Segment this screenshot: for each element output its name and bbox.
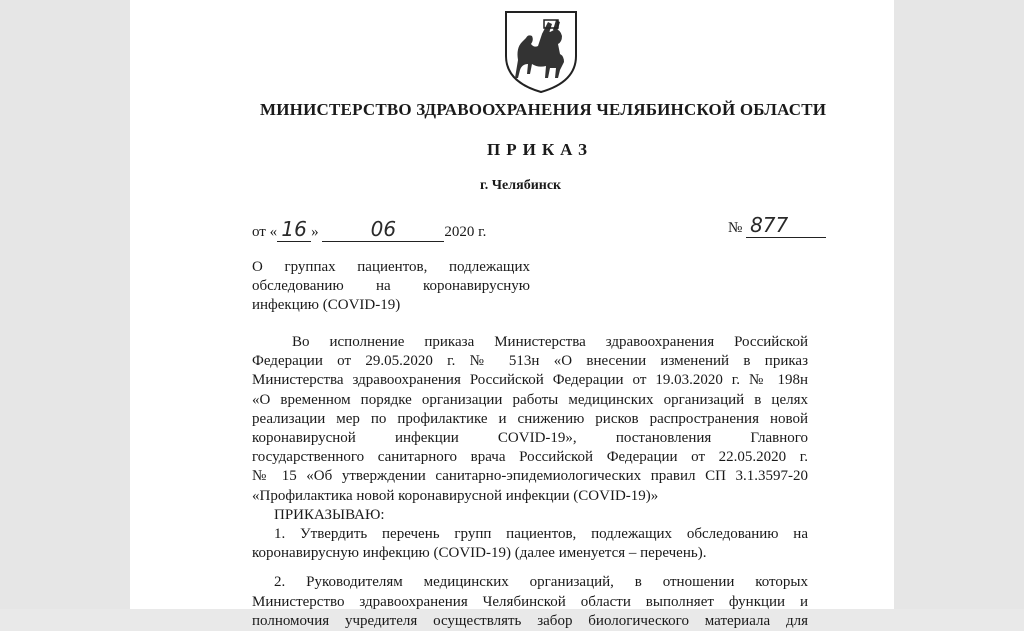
date-year: 2020 г.: [444, 224, 487, 240]
document-page: [130, 0, 894, 629]
date-day-field: [277, 217, 311, 242]
ministry-heading: МИНИСТЕРСТВО ЗДРАВООХРАНЕНИЯ ЧЕЛЯБИНСКОЙ ОБЛАСТИ: [260, 100, 827, 119]
body-line: Во исполнение приказа Министерства здравоохранения Российской: [292, 334, 808, 350]
order-date: [252, 217, 486, 242]
date-day-handwritten: 16: [281, 217, 307, 241]
number-field: [746, 213, 826, 238]
body-line-order-word: ПРИКАЗЫВАЮ:: [274, 506, 385, 523]
city-line: г. Челябинск: [480, 178, 562, 193]
body-line: реализации мер по профилактике и снижению рисков распространения новой: [252, 410, 808, 427]
date-mid: »: [311, 224, 319, 240]
body-line: Федерации от 29.05.2020 г. № 513н «О внесении изменений в приказ: [252, 353, 808, 370]
order-body: [252, 333, 808, 631]
background-right: [894, 0, 1024, 609]
body-line: полномочия учредителя осуществлять забор биологического материала для: [252, 612, 808, 629]
body-line: коронавирусной инфекции COVID-19», постановления Главного: [252, 430, 808, 447]
subject-line: обследованию на коронавирусную: [252, 278, 530, 294]
order-number: [728, 213, 826, 238]
subject-line: инфекцию (COVID-19): [252, 297, 401, 313]
body-line: 2. Руководителям медицинских организаций, в отношении которых: [274, 574, 808, 591]
body-line: государственного санитарного врача Российской Федерации от 22.05.2020 г.: [252, 449, 808, 466]
date-month-field: [322, 217, 444, 242]
date-month-handwritten: 06: [370, 217, 397, 241]
subject-line: О группах пациентов, подлежащих: [252, 259, 530, 275]
background-left: [0, 0, 130, 609]
order-title: ПРИКАЗ: [487, 140, 593, 159]
body-line: «О временном порядке организации работы медицинских организаций в целях: [252, 391, 808, 408]
body-line: коронавирусную инфекцию (COVID-19) (далее именуется – перечень).: [252, 545, 707, 562]
body-line: № 15 «Об утверждении санитарно-эпидемиологических правил СП 3.1.3597-20: [252, 468, 808, 485]
number-handwritten: 877: [750, 213, 789, 237]
order-subject: [252, 258, 530, 315]
body-line: «Профилактика новой коронавирусной инфекции (COVID-19)»: [252, 487, 659, 504]
body-line: Министерство здравоохранения Челябинской области выполняет функции и: [252, 593, 808, 610]
coat-of-arms-emblem: [498, 8, 584, 94]
body-line: Министерства здравоохранения Российской Федерации от 19.03.2020 г. № 198н: [252, 372, 808, 389]
number-prefix: №: [728, 220, 743, 236]
date-prefix: от «: [252, 224, 278, 240]
body-line: 1. Утвердить перечень групп пациентов, подлежащих обследованию на: [274, 526, 808, 543]
